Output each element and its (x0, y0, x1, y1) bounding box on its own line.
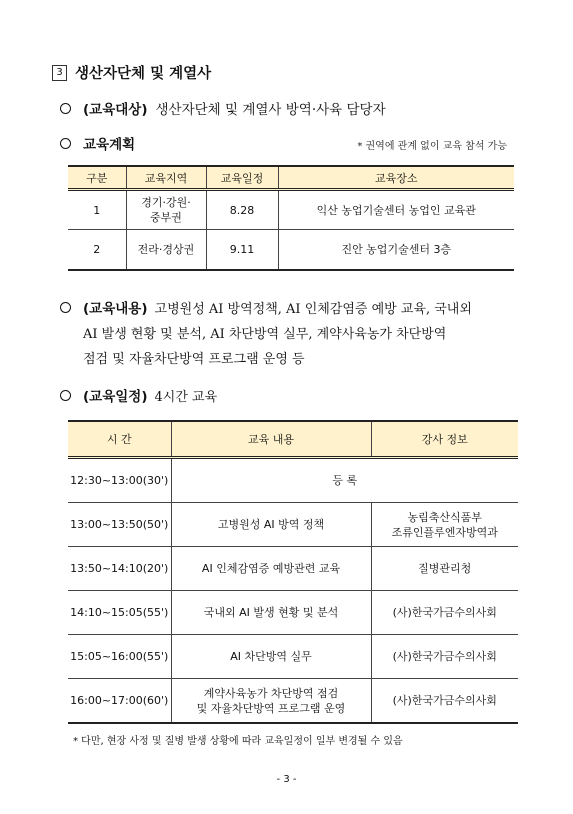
plan-no: 1 (68, 190, 126, 230)
section-title-text: 생산자단체 및 계열사 (75, 66, 212, 82)
plan-no: 2 (68, 230, 126, 270)
schedule-content (171, 679, 371, 724)
plan-header-cell: 교육장소 (278, 166, 514, 190)
plan-region-line: 전라·경상권 (137, 243, 195, 257)
schedule-content: 고병원성 AI 방역 정책 (171, 503, 371, 547)
schedule-speaker: (사)한국가금수의사회 (371, 635, 518, 679)
plan-date: 9.11 (206, 230, 278, 270)
schedule-time: 12:30~13:00(30') (68, 458, 171, 503)
plan-table (68, 165, 514, 271)
plan-header-cell: 교육지역 (126, 166, 206, 190)
page-number: - 3 - (276, 774, 297, 785)
plan-label: 교육계획 (83, 137, 136, 153)
schedule-time: 14:10~15:05(55') (68, 591, 171, 635)
table-row (68, 190, 514, 230)
table-row (68, 635, 518, 679)
schedule-content: AI 차단방역 실무 (171, 635, 371, 679)
schedule-intro-text: 4시간 교육 (154, 390, 218, 405)
footnote: * 다만, 현장 사정 및 질병 발생 상황에 따라 교육일정이 일부 변경될 수 있음 (73, 736, 403, 747)
target-line (60, 98, 386, 118)
content-label: (교육내용) (83, 301, 148, 317)
table-row (68, 591, 518, 635)
plan-region-line: 경기·강원· (141, 196, 191, 209)
table-row (68, 679, 518, 724)
schedule-content: AI 인체감염증 예방관련 교육 (171, 547, 371, 591)
plan-line (60, 133, 135, 153)
schedule-content-line: 및 자율차단방역 프로그램 운영 (196, 701, 346, 715)
schedule-speaker-line: 농림축산식품부 (407, 510, 482, 524)
schedule-table (68, 420, 518, 724)
table-row (68, 458, 518, 503)
circle-bullet-icon (60, 103, 71, 114)
schedule-header-cell: 강사 정보 (371, 421, 518, 458)
section-title (52, 62, 211, 83)
schedule-content-line: 계약사육농가 차단방역 점검 (203, 686, 339, 700)
circle-bullet-icon (60, 390, 71, 401)
target-text: 생산자단체 및 계열사 방역·사육 담당자 (155, 102, 386, 118)
plan-region (126, 230, 206, 270)
schedule-speaker (371, 503, 518, 547)
circle-bullet-icon (60, 138, 71, 149)
schedule-speaker: (사)한국가금수의사회 (371, 591, 518, 635)
schedule-time: 15:05~16:00(55') (68, 635, 171, 679)
section-number: 3 (52, 65, 67, 81)
schedule-speaker-line: 조류인플루엔자방역과 (391, 525, 498, 539)
content-text-line1: 고병원성 AI 방역정책, AI 인체감염증 예방 교육, 국내외 (154, 302, 472, 317)
schedule-time: 16:00~17:00(60') (68, 679, 171, 724)
schedule-speaker: 질병관리청 (371, 547, 518, 591)
plan-header-cell: 교육일정 (206, 166, 278, 190)
schedule-header-cell: 교육 내용 (171, 421, 371, 458)
plan-place: 익산 농업기술센터 농업인 교육관 (278, 190, 514, 230)
schedule-content: 등 록 (171, 458, 518, 503)
content-text-line3: 점검 및 자율차단방역 프로그램 운영 등 (83, 352, 305, 367)
plan-region-line: 중부권 (150, 211, 182, 224)
table-row (68, 230, 514, 270)
schedule-intro-label: (교육일정) (83, 389, 148, 405)
plan-note: * 권역에 관계 없이 교육 참석 가능 (357, 141, 507, 152)
schedule-time: 13:00~13:50(50') (68, 503, 171, 547)
schedule-header-cell: 시 간 (68, 421, 171, 458)
schedule-intro-line (60, 385, 217, 405)
plan-header-cell: 구분 (68, 166, 126, 190)
schedule-speaker: (사)한국가금수의사회 (371, 679, 518, 724)
table-row (68, 547, 518, 591)
schedule-content: 국내외 AI 발생 현황 및 분석 (171, 591, 371, 635)
circle-bullet-icon (60, 302, 71, 313)
table-row (68, 503, 518, 547)
content-block (60, 297, 472, 372)
plan-date: 8.28 (206, 190, 278, 230)
plan-region (126, 190, 206, 230)
schedule-table-header (68, 421, 518, 458)
plan-table-header (68, 166, 514, 190)
plan-place: 진안 농업기술센터 3층 (278, 230, 514, 270)
schedule-time: 13:50~14:10(20') (68, 547, 171, 591)
target-label: (교육대상) (83, 102, 148, 118)
content-line (60, 297, 472, 322)
content-text-line2: AI 발생 현황 및 분석, AI 차단방역 실무, 계약사육농가 차단방역 (83, 327, 447, 342)
